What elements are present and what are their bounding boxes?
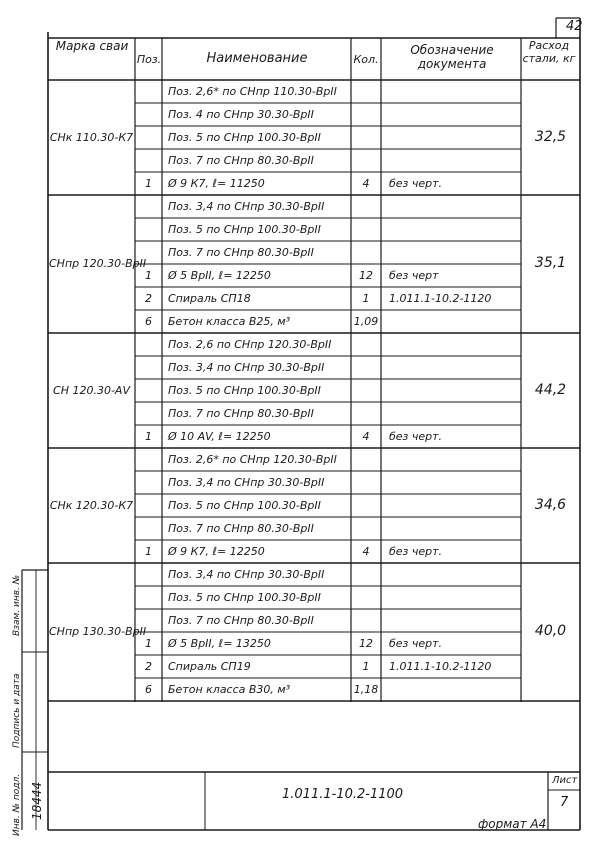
item-document: без черт. [389,177,443,190]
item-name: Поз. 7 по СНпр 80.30-ВрII [168,522,314,535]
item-document: 1.011.1-10.2-1120 [389,660,492,673]
item-position: 6 [145,315,152,328]
item-document: 1.011.1-10.2-1120 [389,292,492,305]
item-name: Бетон класса В25, м³ [168,315,291,328]
item-quantity: 1 [362,292,370,305]
pile-mark: СН 120.30-АV [53,383,130,397]
pile-mark: СНк 120.30-К7 [49,498,134,512]
pile-mark: СНпр 130.30-ВрII [49,625,147,638]
header-name: Наименование [206,51,308,66]
steel-consumption: 34,6 [534,496,567,513]
item-quantity: 1,09 [353,315,379,328]
item-name: Ø 9 К7, ℓ= 11250 [168,177,265,190]
item-document: без черт. [389,637,443,650]
steel-consumption: 35,1 [534,255,567,271]
item-position: 1 [145,430,152,443]
item-position: 6 [145,683,152,696]
item-quantity: 4 [362,177,370,190]
item-document: без черт [389,269,439,282]
item-name: Поз. 2,6* по СНпр 120.30-ВрII [168,453,337,466]
steel-consumption: 40,0 [534,623,567,639]
steel-consumption: 32,5 [534,128,567,145]
header-pos: Поз. [136,53,162,66]
item-name: Поз. 7 по СНпр 80.30-ВрII [168,407,314,420]
item-name: Ø 10 АV, ℓ= 12250 [168,430,271,443]
item-name: Поз. 5 по СНпр 100.30-ВрII [168,131,321,144]
steel-consumption: 44,2 [534,381,567,398]
item-name: Ø 5 ВрII, ℓ= 12250 [168,269,271,282]
item-position: 1 [145,177,152,190]
item-name: Ø 5 ВрII, ℓ= 13250 [168,637,271,650]
document-code: 1.011.1-10.2-1100 [282,787,404,802]
item-name: Поз. 5 по СНпр 100.30-ВрII [168,591,321,604]
item-name: Поз. 3,4 по СНпр 30.30-ВрII [168,200,325,213]
item-name: Поз. 3,4 по СНпр 30.30-ВрII [168,361,325,374]
item-name: Поз. 7 по СНпр 80.30-ВрII [168,246,314,259]
item-name: Поз. 2,6 по СНпр 120.30-ВрII [168,338,332,351]
label-signature-date: Подпись и дата [12,673,22,748]
item-name: Поз. 5 по СНпр 100.30-ВрII [168,384,321,397]
label-replacement-inventory: Взам. инв. № [12,574,22,636]
item-document: без черт. [389,545,443,558]
label-original-inventory: Инв. № подл. [12,773,22,836]
item-quantity: 12 [359,269,373,282]
item-name: Поз. 7 по СНпр 80.30-ВрII [168,154,314,167]
item-quantity: 4 [362,545,370,558]
item-quantity: 12 [359,637,373,650]
item-name: Ø 9 К7, ℓ= 12250 [168,545,265,558]
page-number: 42 [566,19,583,34]
pile-mark: СНк 110.30-К7 [49,130,134,144]
item-name: Спираль СП19 [168,660,251,673]
item-quantity: 4 [362,430,370,443]
item-name: Поз. 3,4 по СНпр 30.30-ВрII [168,476,325,489]
header-consumption: Расход стали, кг [522,39,576,65]
header-qty: Кол. [353,53,379,66]
item-name: Спираль СП18 [168,292,251,305]
item-name: Поз. 5 по СНпр 100.30-ВрII [168,223,321,236]
item-name: Поз. 5 по СНпр 100.30-ВрII [168,499,321,512]
item-position: 2 [145,292,152,305]
sheet-number: 7 [560,795,569,810]
item-name: Поз. 3,4 по СНпр 30.30-ВрII [168,568,325,581]
format-label: формат А4 [478,817,547,831]
item-position: 1 [145,269,152,282]
header-mark: Марка сваи [55,39,129,53]
item-name: Поз. 7 по СНпр 80.30-ВрII [168,614,314,627]
item-name: Поз. 2,6* по СНпр 110.30-ВрII [168,85,337,98]
item-name: Бетон класса В30, м³ [168,683,291,696]
item-position: 1 [145,545,152,558]
item-quantity: 1 [362,660,370,673]
item-name: Поз. 4 по СНпр 30.30-ВрII [168,108,314,121]
pile-mark: СНпр 120.30-ВрII [49,257,147,270]
item-position: 2 [145,660,152,673]
sheet-label: Лист [552,775,578,786]
item-position: 1 [145,637,152,650]
original-inventory-number: 18444 [30,781,44,820]
item-document: без черт. [389,430,443,443]
header-designation: Обозначение документа [410,43,494,71]
item-quantity: 1,18 [353,683,379,696]
